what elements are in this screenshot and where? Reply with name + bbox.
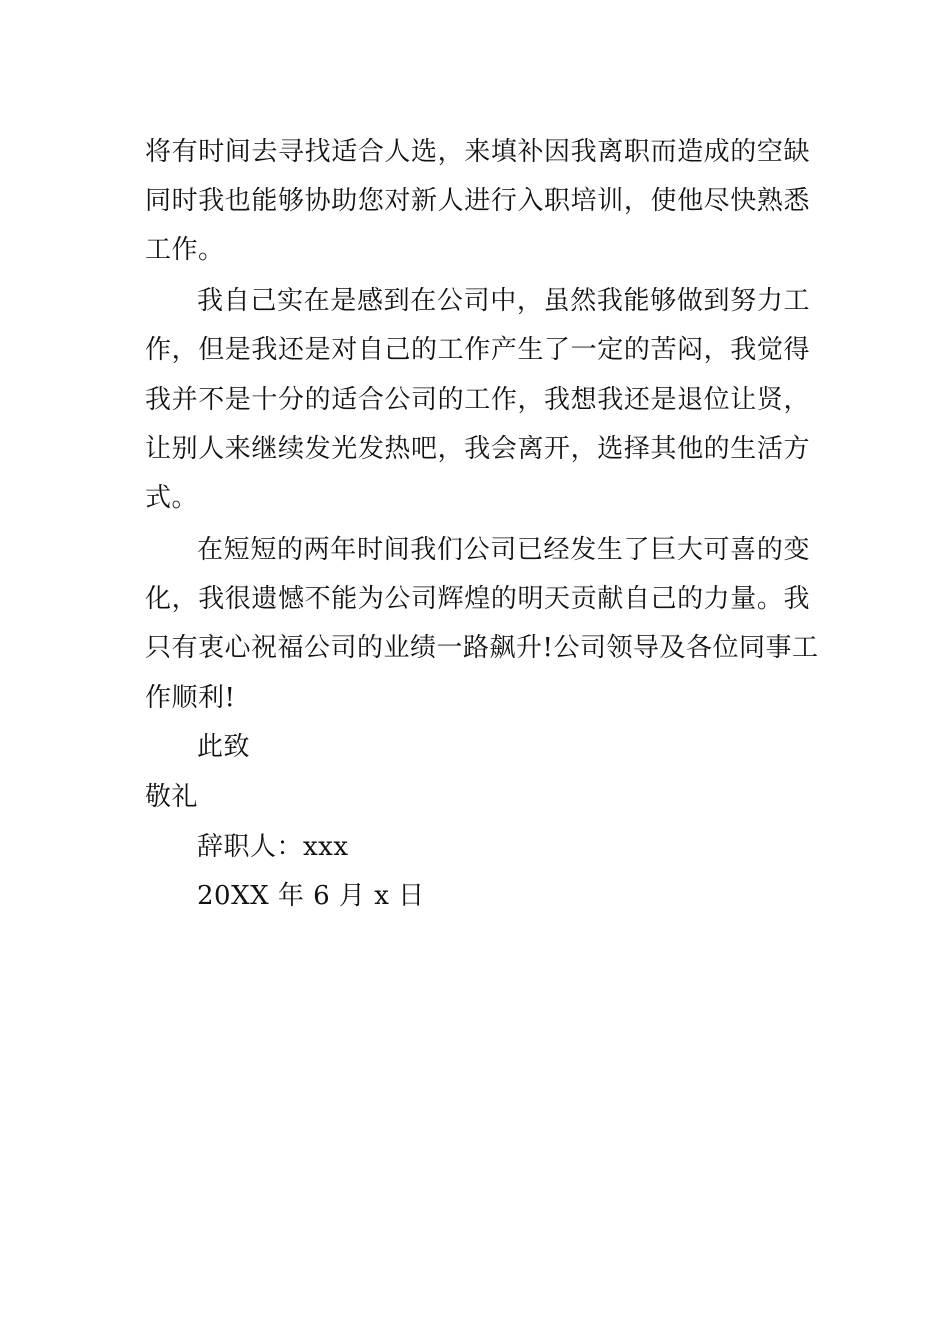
paragraph-1-line-2: 同时我也能够协助您对新人进行入职培训，使他尽快熟悉: [145, 186, 810, 216]
paragraph-2-line-4: 让别人来继续发光发热吧，我会离开，选择其他的生活方: [145, 434, 810, 464]
paragraph-3-line-1: 在短短的两年时间我们公司已经发生了巨大可喜的变: [197, 535, 810, 565]
signer-line: 辞职人：xxx: [197, 832, 349, 862]
paragraph-2-line-2: 作，但是我还是对自己的工作产生了一定的苦闷，我觉得: [145, 335, 810, 365]
paragraph-2-line-5: 式。: [145, 483, 199, 513]
paragraph-3-line-4: 作顺利!: [145, 683, 236, 713]
paragraph-1-line-1: 将有时间去寻找适合人选，来填补因我离职而造成的空缺: [145, 137, 810, 167]
closing-greeting-1: 此致: [197, 732, 251, 762]
closing-greeting-2: 敬礼: [145, 782, 199, 812]
paragraph-2-line-3: 我并不是十分的适合公司的工作，我想我还是退位让贤，: [145, 385, 810, 415]
paragraph-1-line-3: 工作。: [145, 235, 225, 265]
date-line: 20XX 年 6 月 x 日: [197, 881, 425, 911]
paragraph-3-line-2: 化，我很遗憾不能为公司辉煌的明天贡献自己的力量。我: [145, 584, 810, 614]
paragraph-3-line-3: 只有衷心祝福公司的业绩一路飙升!公司领导及各位同事工: [145, 633, 819, 663]
paragraph-2-line-1: 我自己实在是感到在公司中，虽然我能够做到努力工: [197, 286, 810, 316]
